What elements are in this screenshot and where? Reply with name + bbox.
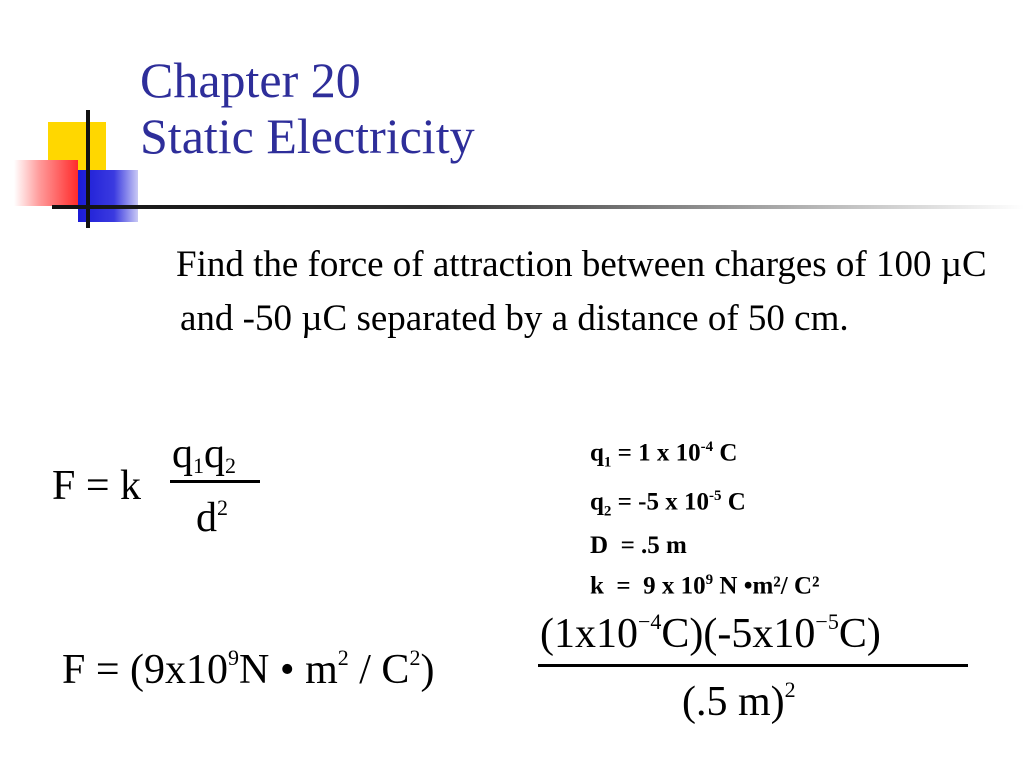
formula-denominator: $d^2$ <box>196 495 228 541</box>
calc-denominator: (.5 m)$^2$ <box>682 677 796 725</box>
calc-numerator: $(1x10^{-4}C)(-5x10^{-5}C)$ <box>540 609 881 657</box>
coulomb-formula <box>52 430 272 550</box>
calc-fraction-bar <box>538 664 968 667</box>
calculation <box>62 610 982 740</box>
formula-lhs: F = k <box>52 463 142 509</box>
given-q1: $q_1 = 1$ x $10^{-4}$ C <box>590 439 738 471</box>
formula-fraction-bar <box>170 480 260 483</box>
title-line-1: Chapter 20 <box>140 52 361 108</box>
problem-text: Find the force of attraction between charges of 100 µC and -50 µC separated by a distance of 50 cm. <box>176 244 987 339</box>
given-values <box>590 430 820 603</box>
title-underline <box>52 205 1024 209</box>
given-q2: $q_2 = -5$ x $10^{-5}$ C <box>590 488 746 520</box>
given-k: k = 9 x $10^9$ N •m²/ C² <box>590 571 820 599</box>
logo-vertical-line <box>86 110 90 228</box>
given-d: D = .5 m <box>590 531 687 559</box>
logo-red-bar <box>14 160 78 206</box>
title-line-2: Static Electricity <box>140 108 475 164</box>
slide-title <box>140 52 475 164</box>
calc-lhs: $F = (9x10^9N$ • $m^2 / C^2$) <box>62 645 435 693</box>
formula-numerator: q1q2 <box>172 431 236 478</box>
